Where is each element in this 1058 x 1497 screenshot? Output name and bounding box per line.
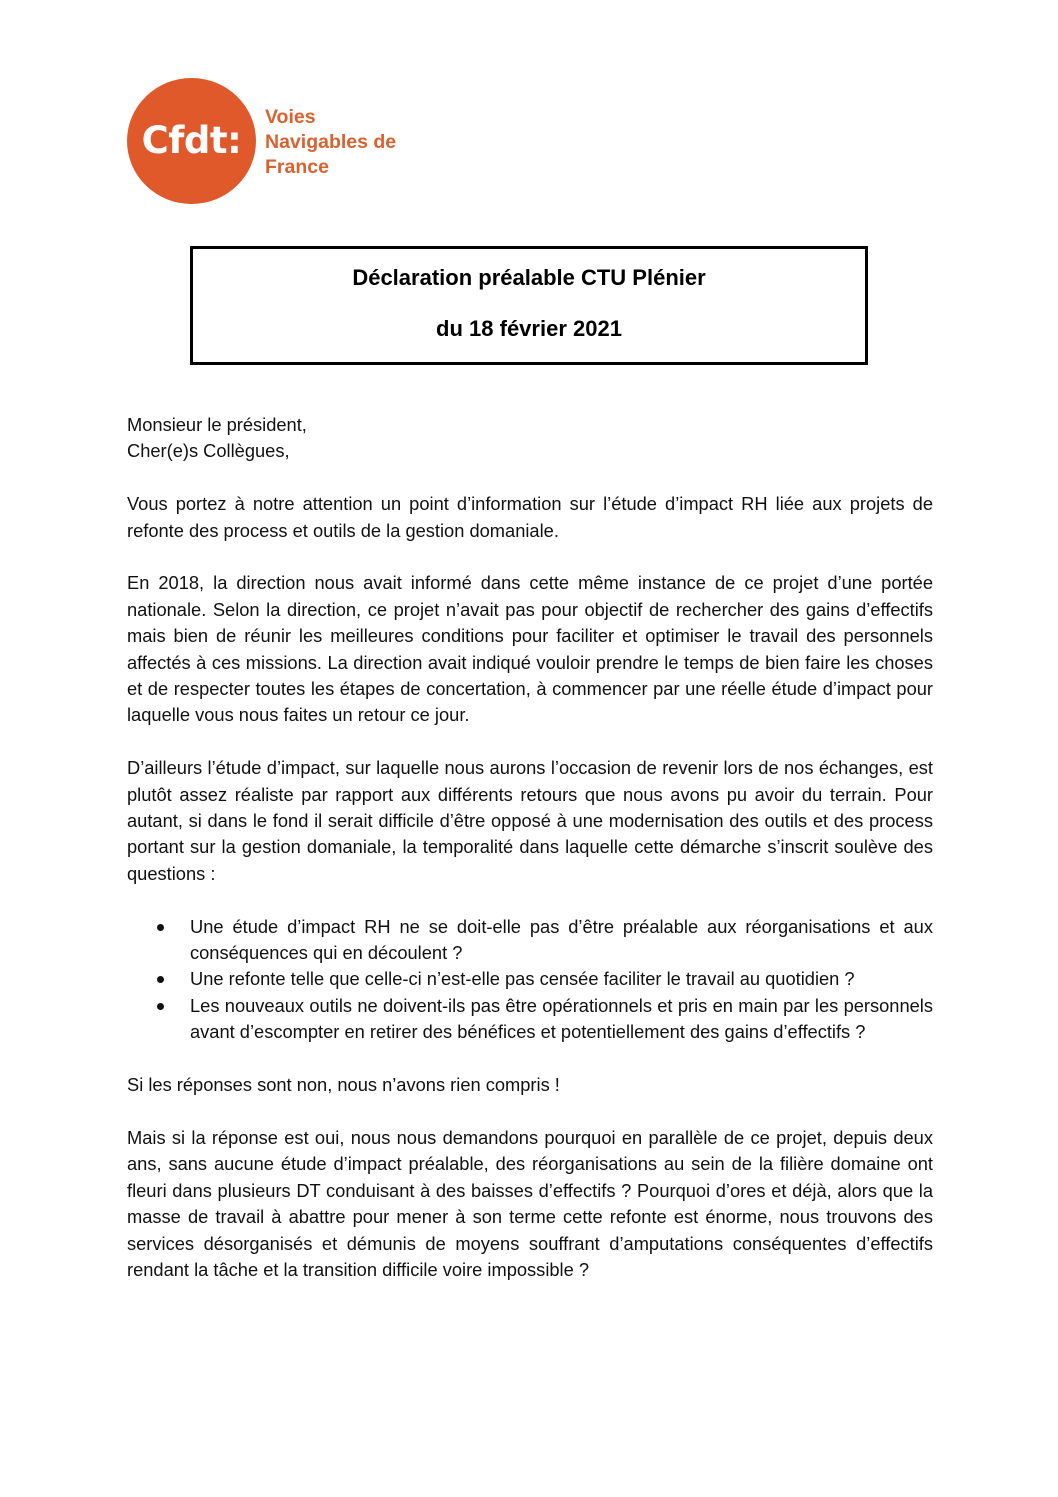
- body-paragraph: Si les réponses sont non, nous n’avons rien compris !: [127, 1074, 560, 1096]
- body-paragraph: D’ailleurs l’étude d’impact, sur laquelle nous aurons l’occasion de revenir lors de nos échanges, est plutôt assez réaliste par rapport aux différents retours que nous avons pu avoir du terrain. Pour autant, si dans le fond il serait difficile d’être opposé à une modernisation des outils et des process portant sur la gestion domaniale, la temporalité dans laquelle cette démarche s’inscrit soulève des questions :: [127, 757, 933, 884]
- organization-name: [265, 105, 396, 180]
- bullet-icon: [157, 1003, 164, 1010]
- bullet-icon: [157, 924, 164, 931]
- body-paragraph: En 2018, la direction nous avait informé dans cette même instance de ce projet d’une portée nationale. Selon la direction, ce projet n’avait pas pour objectif de rechercher des gains d’effectifs mais bien de réunir les meilleures conditions pour faciliter et optimiser le travail des personnels affectés à ces missions. La direction avait indiqué vouloir prendre le temps de bien faire les choses et de respecter toutes les étapes de concertation, à commencer par une réelle étude d’impact pour laquelle vous nous faites un retour ce jour.: [127, 572, 933, 726]
- list-item-text: Les nouveaux outils ne doivent-ils pas être opérationnels et pris en main par les personnels avant d’escompter en retirer des bénéfices et potentiellement des gains d’effectifs ?: [190, 994, 933, 1043]
- body-paragraph: Vous portez à notre attention un point d’information sur l’étude d’impact RH liée aux projets de refonte des process et outils de la gestion domaniale.: [127, 493, 933, 541]
- organization-name-line: France: [265, 156, 329, 178]
- document-title: Déclaration préalable CTU Plénier: [352, 265, 706, 290]
- list-item: [127, 966, 933, 992]
- list-item: [127, 914, 933, 967]
- cfdt-logo-circle: [127, 78, 256, 204]
- document-date: du 18 février 2021: [436, 316, 622, 341]
- list-item-text: Une étude d’impact RH ne se doit-elle pas d’être préalable aux réorganisations et aux conséquences qui en découlent ?: [190, 915, 933, 964]
- document-body: [127, 412, 933, 1283]
- salutation-line: Monsieur le président,: [127, 414, 307, 435]
- organization-name-line: Navigables de: [265, 131, 397, 153]
- questions-list: [127, 914, 933, 1046]
- salutation-line: Cher(e)s Collègues,: [127, 440, 290, 462]
- cfdt-logo: [127, 78, 447, 206]
- list-item-text: Une refonte telle que celle-ci n’est-elle pas censée faciliter le travail au quotidien ?: [190, 968, 855, 990]
- list-item: [127, 993, 933, 1046]
- bullet-icon: [157, 976, 164, 983]
- document-title-box: [190, 246, 868, 365]
- organization-name-line: Voies: [265, 106, 316, 128]
- cfdt-logo-mark: Cfdt:: [141, 118, 242, 162]
- body-paragraph: Mais si la réponse est oui, nous nous demandons pourquoi en parallèle de ce projet, depuis deux ans, sans aucune étude d’impact préalable, des réorganisations au sein de la filière domaine ont fleuri dans plusieurs DT conduisant à des baisses d’effectifs ? Pourquoi d’ores et déjà, alors que la masse de travail à abattre pour mener à son terme cette refonte est énorme, nous trouvons des services désorganisés et démunis de moyens souffrant d’amputations conséquentes d’effectifs rendant la tâche et la transition difficile voire impossible ?: [127, 1126, 933, 1280]
- salutation: [127, 412, 933, 465]
